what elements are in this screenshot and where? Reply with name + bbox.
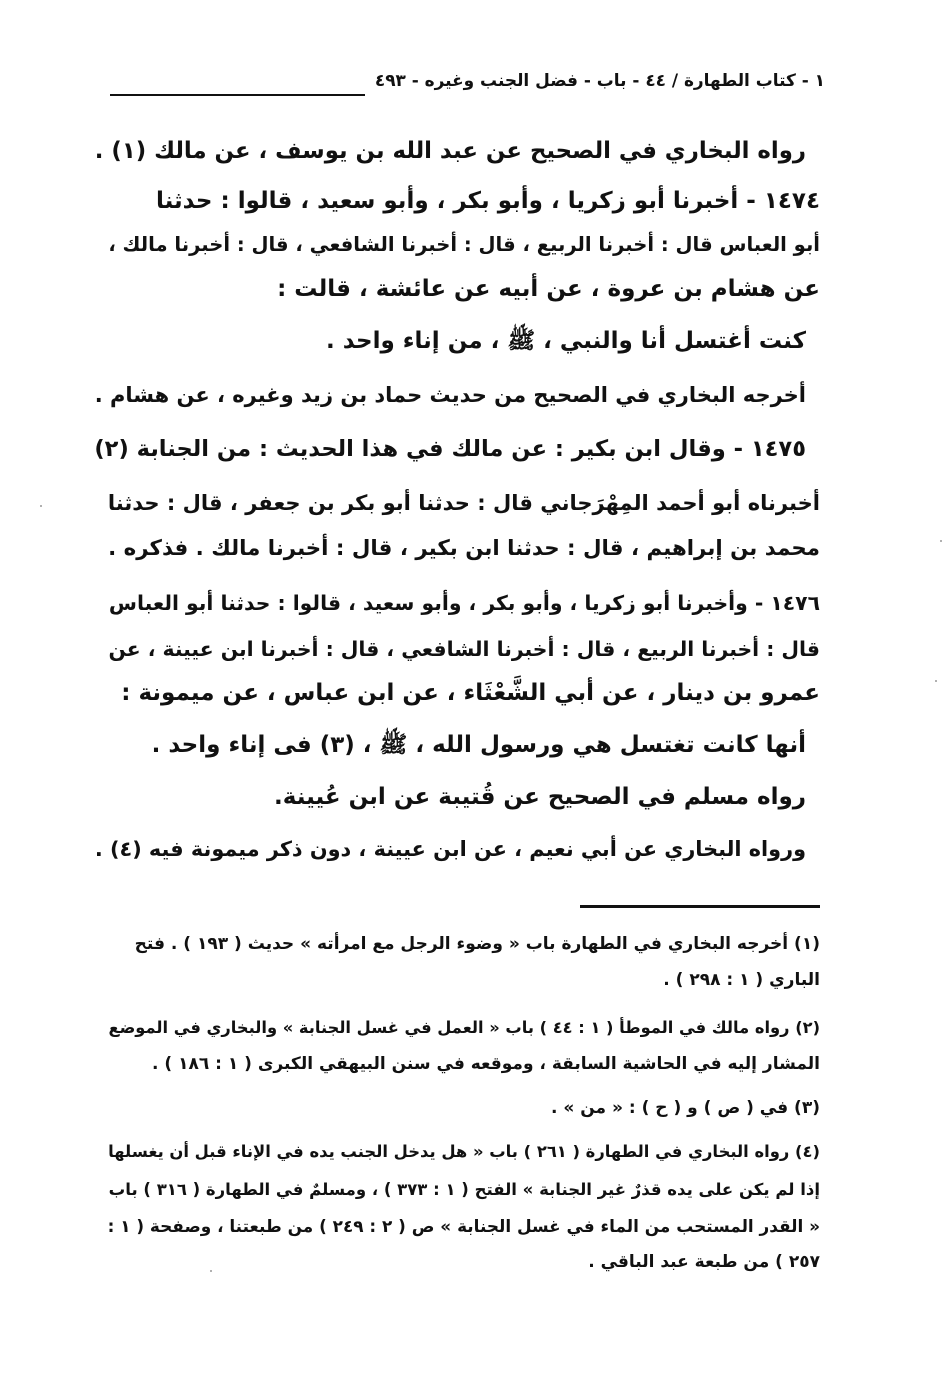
- footnote-line: (٣) في ( ص ) و ( ح ) : « من » .: [550, 1098, 820, 1118]
- body-line: أخبرناه أبو أحمد المِهْرَجاني قال : حدثنا أبو بكر بن جعفر ، قال : حدثنا: [107, 490, 820, 515]
- footnote-line: المشار إليه في الحاشية السابقة ، وموقعه في سنن البيهقي الكبرى ( ١ : ١٨٦ ) .: [151, 1054, 820, 1074]
- footnote-line: « القدر المستحب من الماء في غسل الجنابة » ص ( ٢ : ٢٤٩ ) من طبعتنا ، وصفحة ( ١ :: [107, 1216, 820, 1236]
- body-line: أبو العباس قال : أخبرنا الربيع ، قال : أخبرنا الشافعي ، قال : أخبرنا مالك ،: [108, 233, 820, 256]
- scan-speck: [210, 1270, 212, 1272]
- header-rule: [110, 94, 365, 96]
- footnote-line: (٤) رواه البخاري في الطهارة ( ٢٦١ ) باب « هل يدخل الجنب يده في الإناء قبل أن يغسلها: [108, 1142, 820, 1161]
- running-header-title: ١ - كتاب الطهارة / ٤٤ - باب - فضل الجنب وغيره - ٤٩٣: [374, 70, 825, 90]
- running-header: [110, 68, 825, 102]
- body-line: قال : أخبرنا الربيع ، قال : أخبرنا الشافعي ، قال : أخبرنا ابن عيينة ، عن: [108, 637, 820, 661]
- body-line: ١٤٧٥ - وقال ابن بكير : عن مالك في هذا الحديث : من الجنابة (٢): [94, 436, 806, 462]
- scan-speck: [940, 540, 942, 542]
- body-line: كنت أغتسل أنا والنبي ، ﷺ ، من إناء واحد .: [325, 328, 806, 354]
- body-line: محمد بن إبراهيم ، قال : حدثنا ابن بكير ، قال : أخبرنا مالك . فذكره .: [108, 536, 820, 561]
- scan-speck: [935, 680, 937, 682]
- body-line: عن هشام بن عروة ، عن أبيه عن عائشة ، قالت :: [277, 276, 820, 302]
- body-line: رواه مسلم في الصحيح عن قُتيبة عن ابن عُيينة.: [274, 784, 806, 810]
- footnote-line: إذا لم يكن على يده قذرٌ غير الجنابة » الفتح ( ١ : ٣٧٣ ) ، ومسلمٌ في الطهارة ( ٣١٦ ) باب: [108, 1180, 820, 1199]
- footnote-line: ٢٥٧ ) من طبعة عبد الباقي .: [588, 1252, 820, 1272]
- footnote-line: الباري ( ١ : ٢٩٨ ) .: [663, 970, 820, 990]
- footnote-line: (٢) رواه مالك في الموطأ ( ١ : ٤٤ ) باب « العمل في غسل الجنابة » والبخاري في الموضع: [108, 1018, 820, 1037]
- body-line: أخرجه البخاري في الصحيح من حديث حماد بن زيد وغيره ، عن هشام .: [94, 383, 806, 407]
- scan-speck: [40, 505, 42, 507]
- footnote-separator: [580, 905, 820, 908]
- body-line: ١٤٧٦ - وأخبرنا أبو زكريا ، وأبو بكر ، وأبو سعيد ، قالوا : حدثنا أبو العباس: [108, 591, 820, 615]
- body-line: ١٤٧٤ - أخبرنا أبو زكريا ، وأبو بكر ، وأبو سعيد ، قالوا : حدثنا: [155, 188, 820, 214]
- footnote-line: (١) أخرجه البخاري في الطهارة باب « وضوء الرجل مع امرأته » حديث ( ١٩٣ ) . فتح: [134, 934, 820, 954]
- body-line: أنها كانت تغتسل هي ورسول الله ، ﷺ ، (٣) فى إناء واحد .: [151, 732, 806, 758]
- body-line: ورواه البخاري عن أبي نعيم ، عن ابن عيينة ، دون ذكر ميمونة فيه (٤) .: [94, 837, 806, 861]
- body-line: رواه البخاري في الصحيح عن عبد الله بن يوسف ، عن مالك (١) .: [94, 138, 806, 164]
- body-line: عمرو بن دينار ، عن أبي الشَّعْثَاء ، عن ابن عباس ، عن ميمونة :: [121, 680, 820, 706]
